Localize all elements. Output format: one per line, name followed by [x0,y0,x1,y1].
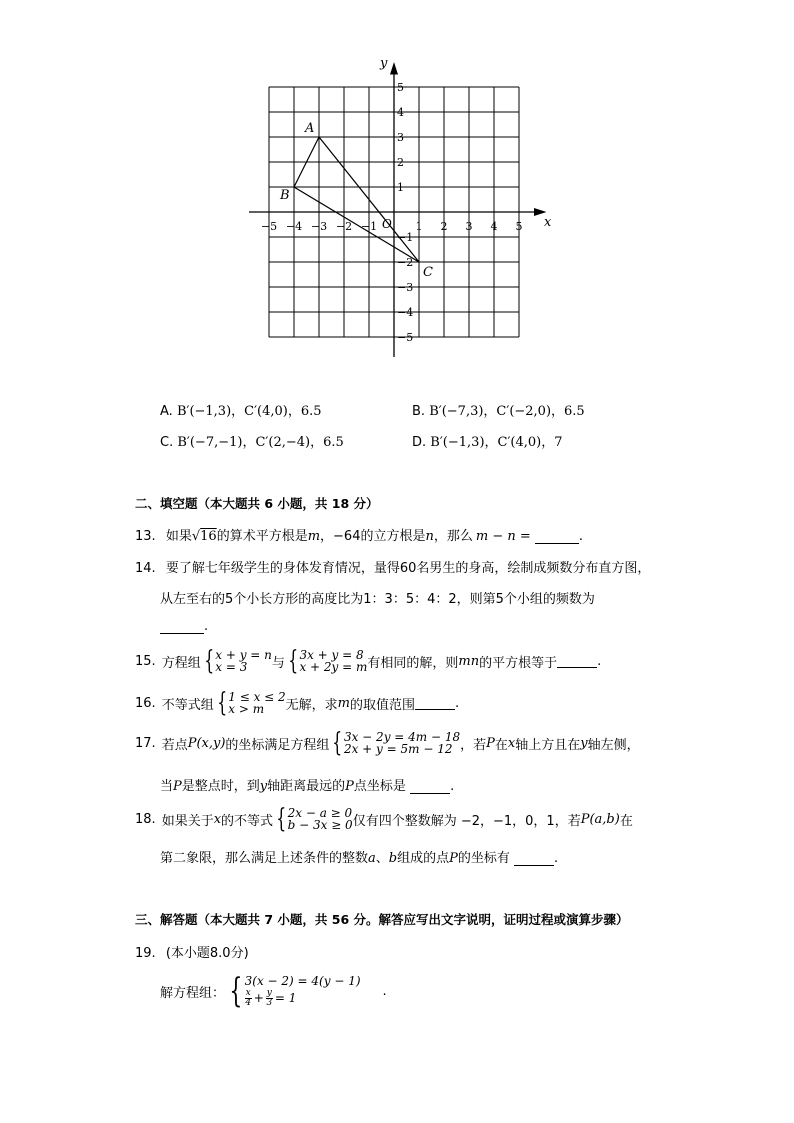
option-a-letter: A. [160,404,173,419]
x-tick-label: 5 [515,220,523,233]
system-line: 1 ≤ x ≤ 2 [228,690,286,704]
equation-system-a: { x + y = n x = 3 [204,646,272,676]
system-line: x + y = n [215,648,272,662]
y-tick-label: −1 [397,231,414,244]
period: . [382,983,387,999]
var-n: n [425,529,434,544]
question-number: 19. [135,946,156,961]
q18-text: 如果关于 [161,813,214,829]
var-x: x [213,811,222,827]
option-a [160,400,322,419]
q14-answer [160,619,208,634]
equation-system: { 3(x − 2) = 4(y − 1) $\frac{x}{4}$ + $\frac{y}{3}$ = 1 [229,971,361,1011]
answer-blank[interactable] [535,531,579,544]
inequality-system: { 2x − a ≥ 0 b − 3x ≥ 0 [276,804,353,834]
y-tick-label: −5 [397,331,414,344]
period: . [554,851,559,866]
point-label-b: B [280,188,290,203]
y-tick-label: −4 [397,306,414,319]
q18-text: 的坐标有 [457,851,510,866]
var-mn: mn [458,653,480,669]
system-line: 3x − 2y = 4m − 18 [343,730,461,744]
x-tick-label: 1 [415,220,423,233]
var-p: P [449,851,458,866]
question-number: 18. [135,811,156,827]
inequality-system: { 1 ≤ x ≤ 2 x > m [217,688,286,718]
point-p: P(x,y) [187,735,226,751]
answer-blank[interactable] [514,853,554,866]
question-number: 13. [135,529,156,544]
option-d-letter: D. [412,435,427,450]
q17-text: 点坐标是 [353,779,406,794]
system-line: x = 3 [215,660,248,674]
origin-label: O [382,217,392,231]
equation-system-b: { 3x + y = 8 x + 2y = m [288,646,368,676]
rhs: = 1 [274,991,297,1005]
q17-text: 轴左侧， [587,737,640,753]
q13-text: ，−64的立方根是 [320,529,426,544]
x-tick-label: −1 [360,220,378,233]
q17-text: 若点 [161,737,188,753]
x-tick-label: −4 [285,220,303,233]
triangle-abc [279,121,433,280]
q13-expression: m − n = [475,529,531,544]
equation-system: { 3x − 2y = 4m − 18 2x + y = 5m − 12 [332,728,461,758]
system-line: b − 3x ≥ 0 [287,818,353,832]
q18-line2 [160,847,558,866]
system-line: 3x + y = 8 [299,648,364,662]
q17-text: 在 [494,737,508,753]
numerator: y [266,987,272,998]
fraction-y-over-3 [266,989,273,1008]
question-19 [135,942,249,961]
period: . [597,653,602,669]
point-p: P(a,b) [580,811,620,827]
q17-text: 轴上方且在 [515,737,581,753]
q14-line1: 要了解七年级学生的身体发育情况，量得60名男生的身高，绘制成频数分布直方图， [165,561,651,576]
var-y: y [259,779,268,794]
denominator: 4 [245,997,252,1008]
q18-text: 组成的点 [397,851,450,866]
q17-text: ，若 [460,737,487,753]
point-label-c: C [423,265,433,280]
x-axis-label: x [544,215,552,230]
option-d [412,431,563,450]
option-b [412,400,585,419]
y-axis-arrow-icon [390,62,398,75]
q14-line2: 从左至右的5个小长方形的高度比为1：3：5：4：2，则第5个小组的频数为 [160,592,595,607]
q13-text: 如果 [165,529,192,544]
y-tick-label: 5 [397,81,404,94]
x-tick-label: −3 [310,220,328,233]
x-tick-label: −2 [335,220,353,233]
denominator: 3 [266,997,273,1008]
q18-text: 的不等式 [221,813,274,829]
question-number: 15. [135,653,156,669]
q18-text: 仅有四个整数解为 −2，−1，0，1，若 [352,813,581,829]
y-tick-label: −3 [397,281,414,294]
q18-text: 、 [375,851,389,866]
q18-text: 在 [619,813,633,829]
coordinate-graph [240,58,560,363]
question-16 [135,690,459,716]
question-number: 14. [135,561,156,576]
section-title-solution: 三、解答题（本大题共 7 小题，共 56 分。解答应写出文字说明，证明过程或演算步骤） [135,912,629,927]
q16-text: 的取值范围 [350,697,416,713]
x-tick-label: 3 [465,220,473,233]
sqrt-expression: √16 [191,529,217,544]
system-line [245,989,361,1008]
var-a: a [368,851,376,866]
option-b-letter: B. [412,404,426,419]
fraction-x-over-4 [245,989,252,1008]
q17-text: 的坐标满足方程组 [225,737,330,753]
q15-text: 方程组 [161,655,201,671]
y-tick-label: 4 [397,106,404,119]
section-title-fill-in: 二、填空题（本大题共 6 小题，共 18 分） [135,496,379,511]
q18-text: 第二象限，那么满足上述条件的整数 [160,851,369,866]
var-p: P [173,779,182,794]
option-b-text: B′(−7,3)，C′(−2,0)，6.5 [429,404,585,419]
q19-text: 解方程组： [160,985,226,1001]
q17-line2 [160,775,454,794]
period: . [455,695,460,711]
y-tick-label: 3 [397,131,404,144]
q16-text: 无解，求 [285,697,338,713]
q13-text: 的算术平方根是 [216,529,308,544]
y-tick-label: 2 [397,156,404,169]
score-note: (本小题8.0分) [165,946,249,961]
question-number: 16. [135,695,156,711]
answer-blank[interactable] [415,697,455,710]
var-p: P [345,779,354,794]
q19-system [160,971,387,1011]
var-x: x [507,735,516,751]
system-line: x > m [228,702,265,716]
q15-text: 有相同的解，则 [367,655,459,671]
system-line: 2x + y = 5m − 12 [343,742,453,756]
y-tick-label: 1 [397,181,404,194]
system-line: x + 2y = m [299,660,368,674]
numerator: x [245,987,251,998]
var-m: m [337,695,350,711]
y-tick-label: −2 [397,256,414,269]
period: . [450,779,455,794]
var-b: b [388,851,398,866]
question-number: 17. [135,735,156,751]
x-tick-label: 4 [490,220,498,233]
q16-text: 不等式组 [161,697,214,713]
question-17 [135,730,640,756]
answer-blank[interactable] [410,781,450,794]
period: . [204,619,209,634]
answer-blank[interactable] [557,655,597,668]
option-c-letter: C. [160,435,174,450]
x-tick-label: 2 [440,220,448,233]
y-axis-label: y [380,58,388,71]
var-p: P [486,735,495,751]
option-a-text: B′(−1,3)，C′(4,0)，6.5 [176,404,322,419]
var-y: y [580,735,588,751]
plus-sign: + [253,991,264,1005]
q17-text: 轴距离最远的 [267,779,346,794]
sqrt-radicand: 16 [200,529,217,544]
option-c-text: B′(−7,−1)，C′(2,−4)，6.5 [177,435,344,450]
option-c [160,431,344,450]
q13-text: ，那么 [433,529,473,544]
q17-text: 是整点时，到 [181,779,260,794]
q15-text: 的平方根等于 [479,655,558,671]
system-line: 3(x − 2) = 4(y − 1) [244,973,361,988]
option-d-text: B′(−1,3)，C′(4,0)，7 [430,435,563,450]
q15-text: 与 [271,655,285,671]
question-18 [135,806,633,832]
period: . [578,529,584,544]
q17-text: 当 [160,779,174,794]
point-label-a: A [305,121,315,136]
answer-blank[interactable] [160,621,204,634]
question-13 [135,525,583,544]
x-tick-label: −5 [260,220,278,233]
question-14 [135,557,650,576]
var-m: m [307,529,321,544]
question-15 [135,648,601,674]
system-line: 2x − a ≥ 0 [287,806,353,820]
